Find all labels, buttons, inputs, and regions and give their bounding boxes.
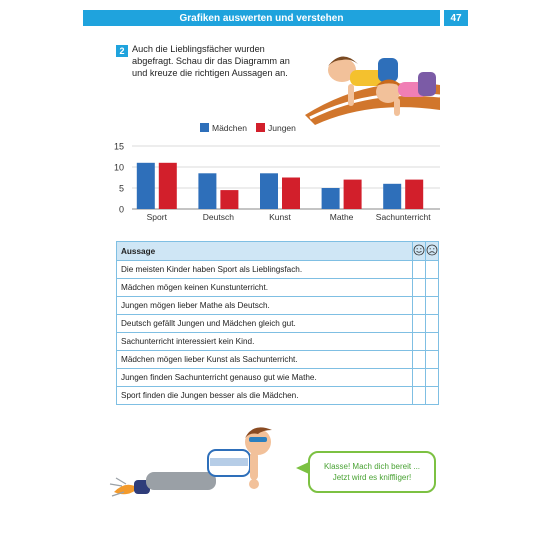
checkbox-happy[interactable] <box>413 279 426 297</box>
bar <box>159 163 177 209</box>
table-row <box>117 369 439 387</box>
checkbox-happy[interactable] <box>413 333 426 351</box>
x-tick-label: Kunst <box>269 212 291 222</box>
bar <box>198 173 216 209</box>
statement-text: Jungen mögen lieber Mathe als Deutsch. <box>117 297 413 315</box>
flying-boy-illustration <box>108 420 283 505</box>
checkbox-sad[interactable] <box>426 351 439 369</box>
table-header-row <box>117 242 439 261</box>
legend-label: Mädchen <box>212 123 247 133</box>
table-row <box>117 279 439 297</box>
checkbox-happy[interactable] <box>413 261 426 279</box>
table-row <box>117 261 439 279</box>
y-tick-label: 15 <box>113 141 124 152</box>
statement-text: Sport finden die Jungen besser als die Mädchen. <box>117 387 413 405</box>
checkbox-happy[interactable] <box>413 351 426 369</box>
table-row <box>117 351 439 369</box>
statement-text: Mädchen mögen lieber Kunst als Sachunterricht. <box>117 351 413 369</box>
bar <box>344 180 362 209</box>
speech-bubble-line: Klasse! Mach dich bereit ... <box>323 462 421 471</box>
y-tick-label: 10 <box>113 162 124 173</box>
legend-label: Jungen <box>268 123 296 133</box>
task-line: abgefragt. Schau dir das Diagramm an <box>132 56 290 66</box>
bar <box>260 173 278 209</box>
statement-text: Jungen finden Sachunterricht genauso gut wie Mathe. <box>117 369 413 387</box>
page-number: 47 <box>444 10 468 26</box>
table-row <box>117 387 439 405</box>
y-tick-label: 0 <box>118 204 124 215</box>
statement-text: Die meisten Kinder haben Sport als Lieblingsfach. <box>117 261 413 279</box>
bar <box>282 178 300 210</box>
bar <box>137 163 155 209</box>
legend-swatch <box>256 123 265 132</box>
checkbox-sad[interactable] <box>426 279 439 297</box>
table-header-aussage: Aussage <box>117 242 413 261</box>
header-happy-cell <box>413 242 426 261</box>
checkbox-happy[interactable] <box>413 369 426 387</box>
bar-chart <box>100 118 450 228</box>
task-line: und kreuze die richtigen Aussagen an. <box>132 68 288 78</box>
table-row <box>117 315 439 333</box>
checkbox-happy[interactable] <box>413 387 426 405</box>
speech-bubble-line: Jetzt wird es kniffliger! <box>332 473 412 482</box>
header-sad-cell <box>426 242 439 261</box>
statement-text: Sachunterricht interessiert kein Kind. <box>117 333 413 351</box>
speech-bubble <box>308 451 436 493</box>
task-instructions <box>132 43 307 79</box>
checkbox-sad[interactable] <box>426 297 439 315</box>
checkbox-happy[interactable] <box>413 315 426 333</box>
checkbox-sad[interactable] <box>426 333 439 351</box>
checkbox-sad[interactable] <box>426 261 439 279</box>
legend-swatch <box>200 123 209 132</box>
statement-text: Mädchen mögen keinen Kunstunterricht. <box>117 279 413 297</box>
table-row <box>117 297 439 315</box>
x-tick-label: Sachunterricht <box>375 212 431 222</box>
bar <box>405 180 423 209</box>
statements-table <box>116 241 439 405</box>
bar <box>383 184 401 209</box>
task-number: 2 <box>116 45 128 57</box>
bar <box>322 188 340 209</box>
checkbox-sad[interactable] <box>426 369 439 387</box>
smiley-sad-icon <box>426 244 438 256</box>
y-tick-label: 5 <box>118 183 124 194</box>
smiley-happy-icon <box>413 244 425 256</box>
x-tick-label: Sport <box>146 212 167 222</box>
checkbox-happy[interactable] <box>413 297 426 315</box>
chapter-title: Grafiken auswerten und verstehen <box>83 10 440 26</box>
x-tick-label: Deutsch <box>202 212 234 222</box>
task-line: Auch die Lieblingsfächer wurden <box>132 44 265 54</box>
checkbox-sad[interactable] <box>426 315 439 333</box>
checkbox-sad[interactable] <box>426 387 439 405</box>
table-row <box>117 333 439 351</box>
statement-text: Deutsch gefällt Jungen und Mädchen gleich gut. <box>117 315 413 333</box>
bar <box>220 190 238 209</box>
x-tick-label: Mathe <box>329 212 354 222</box>
running-children-illustration <box>300 40 445 125</box>
